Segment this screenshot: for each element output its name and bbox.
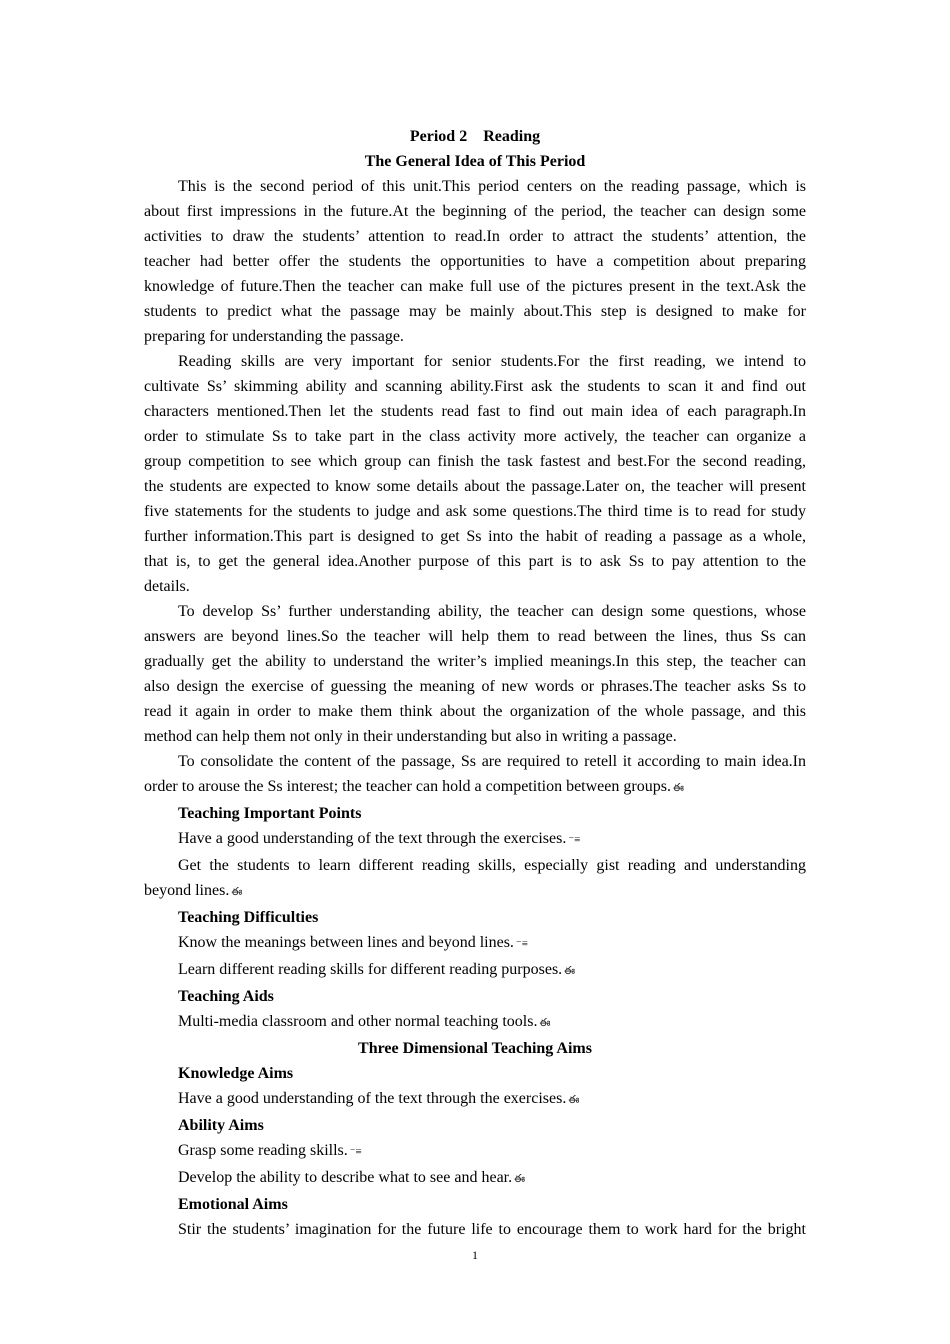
watermark-icon: ఈ: [672, 782, 684, 794]
text-line: cultivate Ss’ skimming ability and scanning ability.First ask the students to scan it and find out: [144, 378, 806, 395]
watermark-icon: ⁻≡: [349, 1146, 362, 1158]
watermark-icon: ఈ: [514, 1173, 526, 1185]
watermark-icon: ఈ: [568, 1094, 580, 1106]
text-line: Develop the ability to describe what to see and hear. ఈ: [178, 1169, 526, 1186]
text-line: knowledge of future.Then the teacher can make full use of the pictures present in the text.Ask the: [144, 278, 806, 295]
text-line: Grasp some reading skills. ⁻≡: [178, 1142, 362, 1159]
aims-title: Three Dimensional Teaching Aims: [358, 1040, 592, 1057]
heading-difficulties: Teaching Difficulties: [178, 909, 319, 926]
text-line: method can help them not only in their understanding but also in writing a passage.: [144, 728, 677, 745]
text-line: read it again in order to make them think about the organization of the whole passage, and this: [144, 703, 806, 720]
watermark-icon: ఈ: [564, 965, 576, 977]
text-line-content: order to arouse the Ss interest; the teacher can hold a competition between groups.: [144, 778, 671, 795]
text-line: This is the second period of this unit.This period centers on the reading passage, which is: [178, 178, 806, 195]
heading-knowledge: Knowledge Aims: [178, 1065, 294, 1082]
text-line: group competition to see which group can finish the task fastest and best.For the second reading,: [144, 453, 806, 470]
text-line: gradually get the ability to understand the writer’s implied meanings.In this step, the teacher can: [144, 653, 806, 670]
text-line: that is, to get the general idea.Another purpose of this part is to ask Ss to pay attention to the: [144, 553, 806, 570]
text-line: beyond lines. ఈ: [144, 882, 243, 899]
heading-emotional: Emotional Aims: [178, 1196, 288, 1213]
text-line: order to stimulate Ss to take part in the class activity more actively, the teacher can organize a: [144, 428, 806, 445]
text-line: students to predict what the passage may be mainly about.This step is designed to make for: [144, 303, 806, 320]
document-page: [144, 124, 806, 1242]
text-line: also design the exercise of guessing the meaning of new words or phrases.The teacher asks Ss to: [144, 678, 806, 695]
watermark-icon: ⁻≡: [568, 834, 581, 846]
text-line: the students are expected to know some details about the passage.Later on, the teacher will present: [144, 478, 806, 495]
text-line: details.: [144, 578, 190, 595]
text-line: about first impressions in the future.At the beginning of the period, the teacher can design some: [144, 203, 806, 220]
paragraph: [144, 174, 806, 349]
text-line: Have a good understanding of the text through the exercises. ఈ: [178, 1090, 580, 1107]
text-line: To develop Ss’ further understanding ability, the teacher can design some questions, whose: [178, 603, 806, 620]
text-line: teacher had better offer the students the opportunities to have a competition about preparing: [144, 253, 806, 270]
text-line: To consolidate the content of the passage, Ss are required to retell it according to main idea.In: [178, 753, 806, 770]
text-line: Have a good understanding of the text through the exercises. ⁻≡: [178, 830, 581, 847]
paragraph: [144, 599, 806, 749]
text-line: characters mentioned.Then let the students read fast to find out main idea of each paragraph.In: [144, 403, 806, 420]
page-title: Period 2 Reading: [409, 128, 541, 145]
text-line: Stir the students’ imagination for the future life to encourage them to work hard for the bright: [178, 1221, 806, 1238]
watermark-icon: ఈ: [231, 886, 243, 898]
text-line: preparing for understanding the passage.: [144, 328, 404, 345]
watermark-icon: ఈ: [539, 1017, 551, 1029]
section-title: The General Idea of This Period: [364, 153, 586, 170]
heading-ability: Ability Aims: [178, 1117, 264, 1134]
heading-aids: Teaching Aids: [178, 988, 274, 1005]
text-line: five statements for the students to judge and ask some questions.The third time is to read for study: [144, 503, 806, 520]
text-line: Reading skills are very important for senior students.For the first reading, we intend to: [178, 353, 806, 370]
text-line: Multi-media classroom and other normal teaching tools. ఈ: [178, 1013, 551, 1030]
text-line: Know the meanings between lines and beyond lines. ⁻≡: [178, 934, 528, 951]
text-line: further information.This part is designed to get Ss into the habit of reading a passage as a whole,: [144, 528, 806, 545]
paragraph: [144, 749, 806, 801]
text-line: Get the students to learn different reading skills, especially gist reading and understanding: [178, 857, 806, 874]
heading-important-points: Teaching Important Points: [178, 805, 362, 822]
text-line: Learn different reading skills for different reading purposes. ఈ: [178, 961, 576, 978]
paragraph: [144, 349, 806, 599]
watermark-icon: ⁻≡: [515, 938, 528, 950]
text-line: [144, 774, 806, 801]
page-number: 1: [472, 1248, 478, 1262]
text-line: answers are beyond lines.So the teacher will help them to read between the lines, thus Ss can: [144, 628, 806, 645]
text-line: activities to draw the students’ attention to read.In order to attract the students’ attention, the: [144, 228, 806, 245]
